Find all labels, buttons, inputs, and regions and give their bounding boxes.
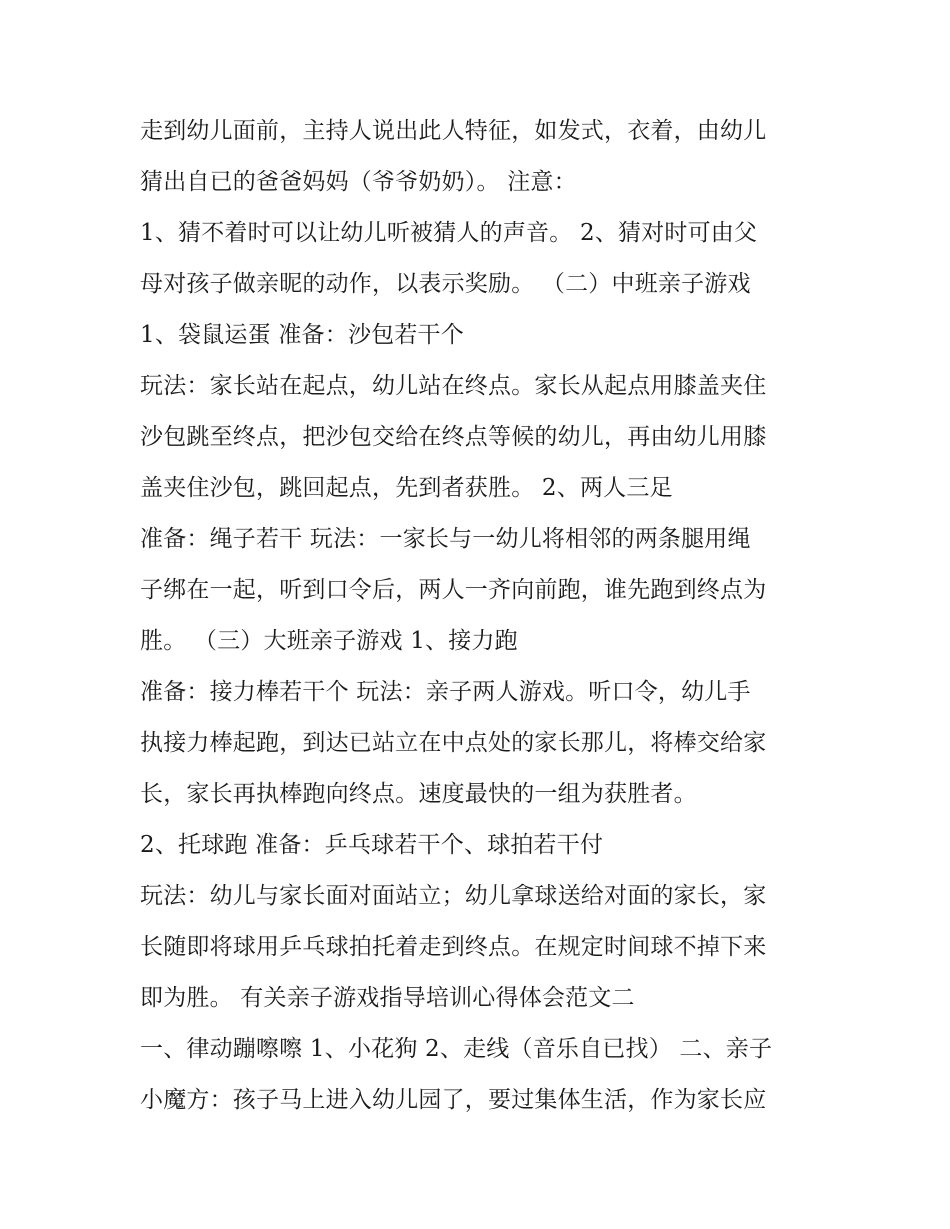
text-line: 即为胜。 有关亲子游戏指导培训心得体会范文二 <box>140 985 635 1011</box>
text-line: 玩法：幼儿与家长面对面站立；幼儿拿球送给对面的家长，家 <box>140 883 767 909</box>
text-line: 一、律动蹦嚓嚓 1、小花狗 2、走线（音乐自已找） 二、亲子 <box>140 1036 773 1062</box>
text-line: 长，家长再执棒跑向终点。速度最快的一组为获胜者。 <box>140 781 697 807</box>
text-line: 走到幼儿面前，主持人说出此人特征，如发式，衣着，由幼儿 <box>140 118 767 144</box>
text-line: 母对孩子做亲昵的动作，以表示奖励。 （二）中班亲子游戏 <box>140 271 751 297</box>
text-line: 玩法：家长站在起点，幼儿站在终点。家长从起点用膝盖夹住 <box>140 373 767 399</box>
text-line: 准备：绳子若干 玩法：一家长与一幼儿将相邻的两条腿用绳 <box>140 526 751 552</box>
text-line: 准备：接力棒若干个 玩法：亲子两人游戏。听口令，幼儿手 <box>140 679 751 705</box>
text-line: 子绑在一起，听到口令后，两人一齐向前跑，谁先跑到终点为 <box>140 577 767 603</box>
text-line: 长随即将球用乒乓球拍托着走到终点。在规定时间球不掉下来 <box>140 934 767 960</box>
text-line: 2、托球跑 准备：乒乓球若干个、球拍若干付 <box>140 832 604 858</box>
text-line: 1、袋鼠运蛋 准备：沙包若干个 <box>140 322 464 348</box>
text-line: 小魔方：孩子马上进入幼儿园了，要过集体生活，作为家长应 <box>140 1087 767 1113</box>
text-line: 1、猜不着时可以让幼儿听被猜人的声音。 2、猜对时可由父 <box>140 220 758 246</box>
text-line: 执接力棒起跑，到达已站立在中点处的家长那儿，将棒交给家 <box>140 730 767 756</box>
text-line: 胜。 （三）大班亲子游戏 1、接力跑 <box>140 628 518 654</box>
text-line: 盖夹住沙包，跳回起点，先到者获胜。 2、两人三足 <box>140 475 673 501</box>
document-body <box>140 106 820 1126</box>
text-line: 沙包跳至终点，把沙包交给在终点等候的幼儿，再由幼儿用膝 <box>140 424 767 450</box>
text-line: 猜出自已的爸爸妈妈（爷爷奶奶）。 注意： <box>140 169 577 195</box>
